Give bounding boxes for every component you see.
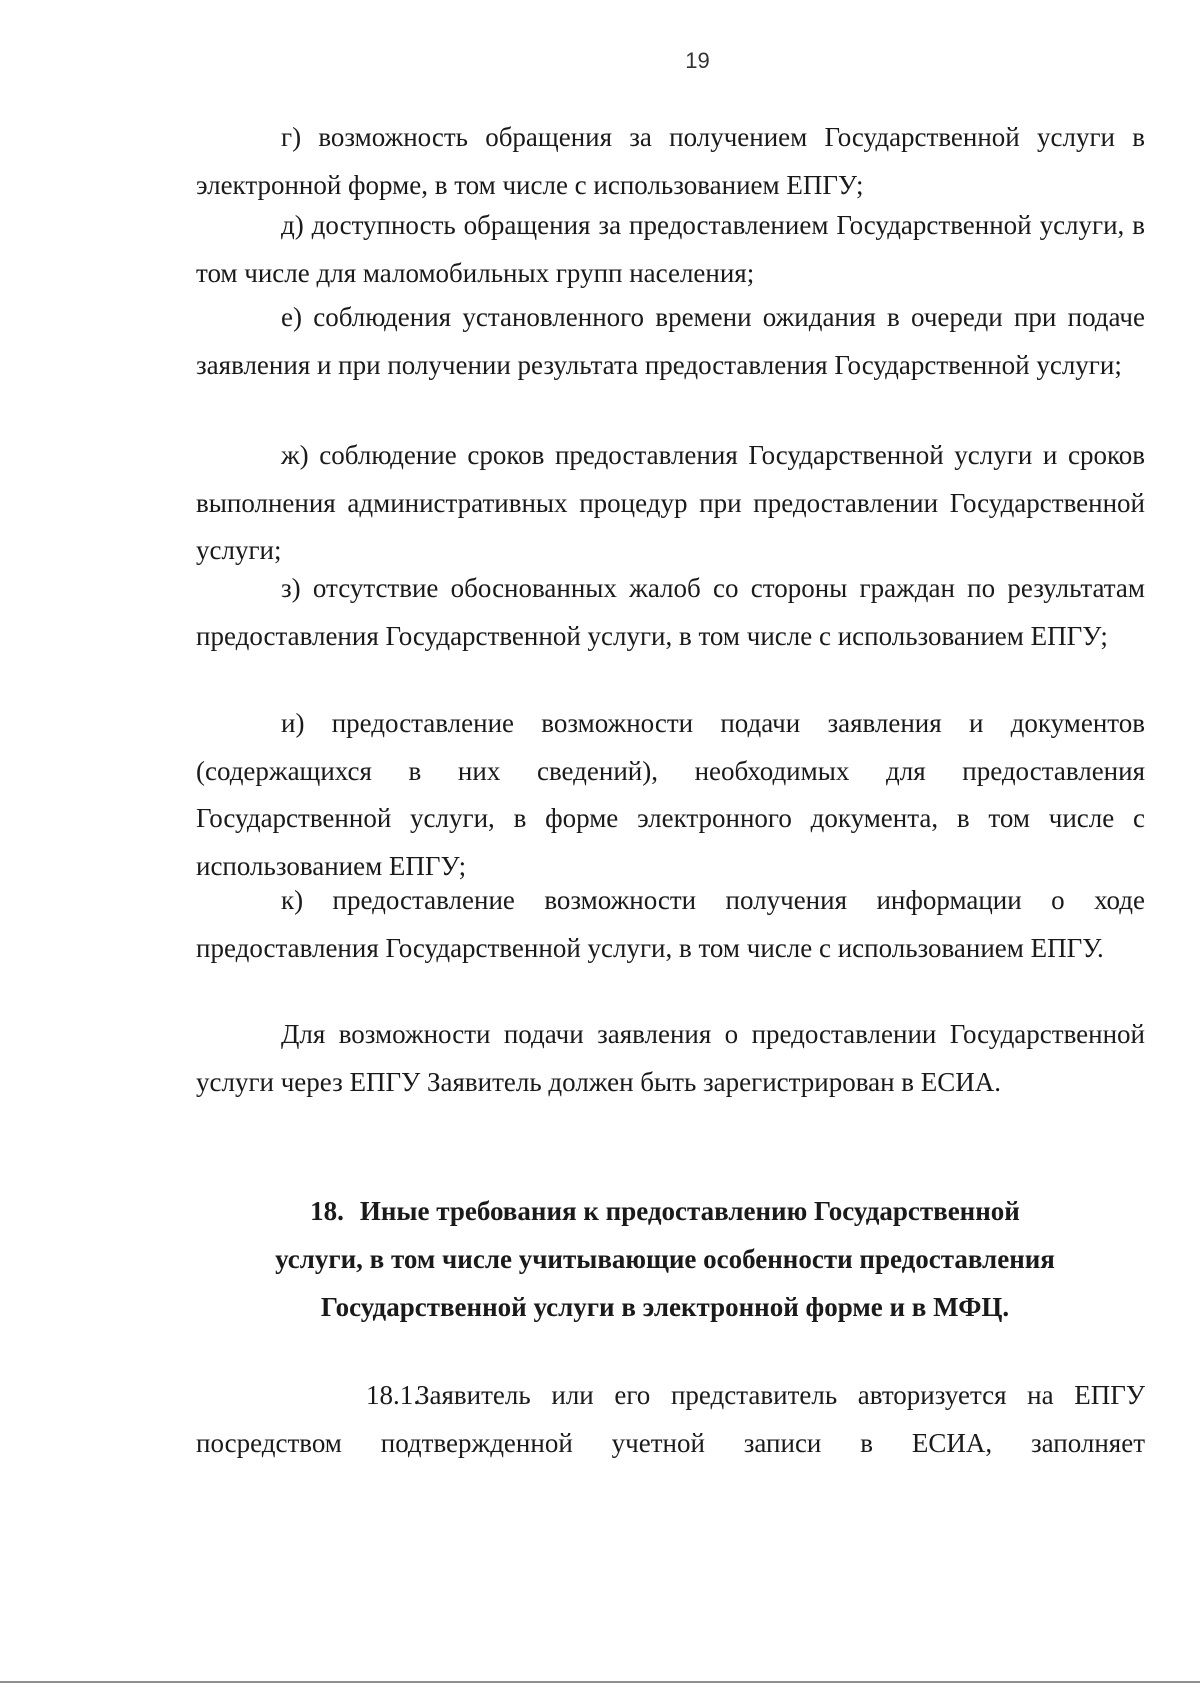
- paragraph-z: з) отсутствие обоснованных жалоб со стороны граждан по результатам предоставления Государственной услуги, в том числе с использованием ЕПГУ;: [196, 573, 1145, 651]
- paragraph-d: д) доступность обращения за предоставлением Государственной услуги, в том числе для маломобильных групп населения;: [196, 210, 1145, 288]
- paragraph-i: и) предоставление возможности подачи заявления и документов (содержащихся в них сведений), необходимых для предоставления Государственной услуги, в форме электронного документа, в том числе с использованием ЕПГУ;: [196, 708, 1145, 881]
- section-heading-line-1: [0, 1187, 1200, 1236]
- section-number: 18.: [310, 1196, 344, 1226]
- clause-text: Заявитель или его представитель авторизуется на ЕПГУ посредством подтвержденной учетной записи в ЕСИА, заполняет: [196, 1380, 1145, 1458]
- section-heading-line-3: Государственной услуги в электронной форме и в МФЦ.: [320, 1292, 1010, 1322]
- page-bottom-rule: [0, 1681, 1200, 1683]
- paragraph-zh: ж) соблюдение сроков предоставления Государственной услуги и сроков выполнения административных процедур при предоставлении Государственной услуги;: [196, 440, 1145, 565]
- clause-number: 18.1.: [366, 1380, 420, 1410]
- paragraph-k: к) предоставление возможности получения информации о ходе предоставления Государственной услуги, в том числе с использованием ЕПГУ.: [196, 885, 1145, 963]
- section-title-part-1: Иные требования к предоставлению Государственной: [359, 1196, 1020, 1226]
- clause-18-1: [196, 1372, 1145, 1467]
- paragraph-e: е) соблюдения установленного времени ожидания в очереди при подаче заявления и при получении результата предоставления Государственной услуги;: [196, 302, 1145, 380]
- section-heading-line-2: услуги, в том числе учитывающие особенности предоставления: [275, 1244, 1055, 1274]
- page-number: 19: [685, 48, 710, 73]
- paragraph-registration: Для возможности подачи заявления о предоставлении Государственной услуги через ЕПГУ Заявитель должен быть зарегистрирован в ЕСИА.: [196, 1019, 1145, 1097]
- paragraph-g: г) возможность обращения за получением Государственной услуги в электронной форме, в том числе с использованием ЕПГУ;: [196, 122, 1145, 200]
